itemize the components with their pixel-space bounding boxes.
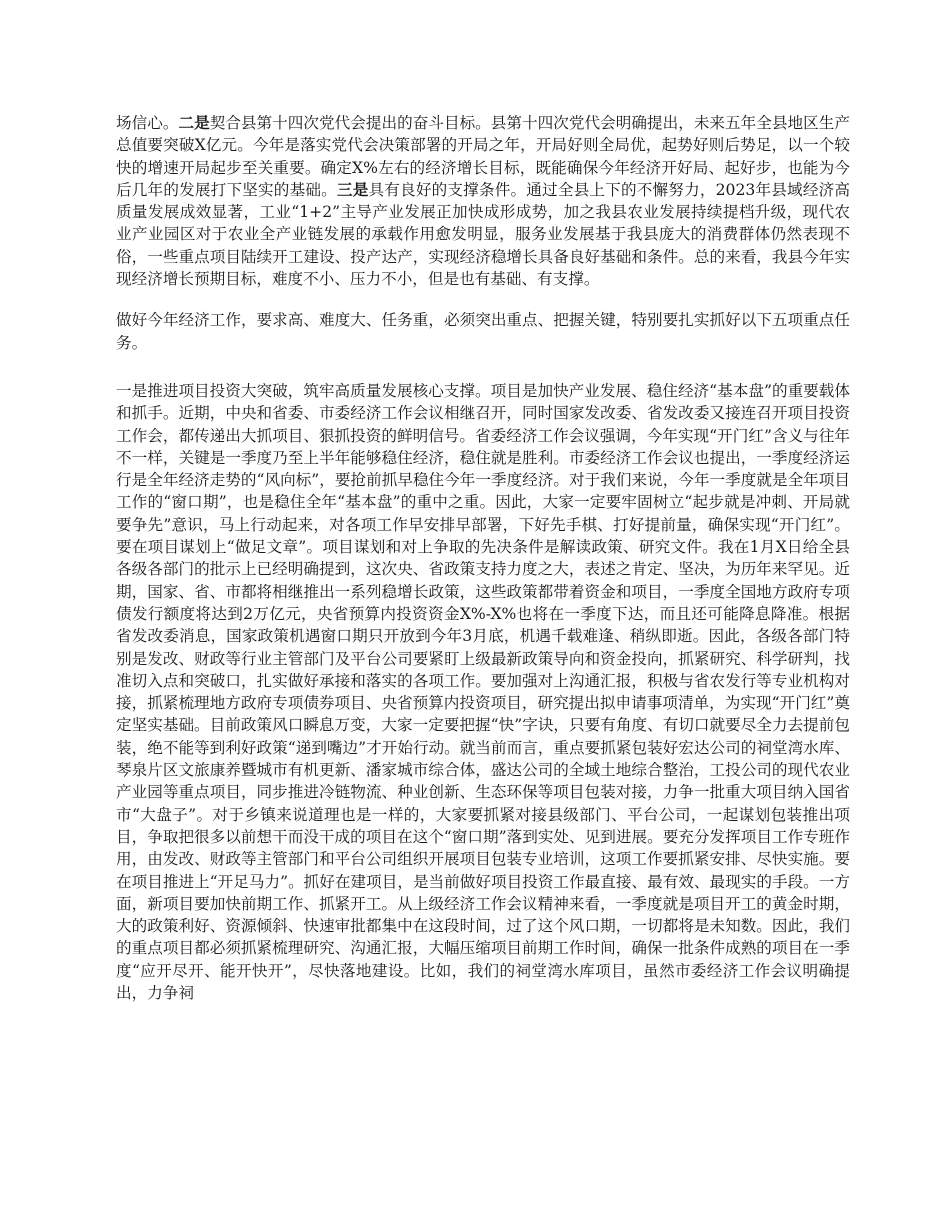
paragraph-1-seg-3: 契合县第十四次党代会提出的奋斗目标。县第十四次党代会明确提出，未来五年全县地区生产总值要突破X亿元。今年是落实党代会决策部署的开局之年，开局好则全局优，起势好则后势足，以一个较快的增速开局起步至关重要。确定X%左右的经济增长目标，既能确保今年经济开好局、起好步，也能为今后几年的发展打下坚实的基础。 — [116, 114, 850, 199]
paragraph-1-bold-er-shi: 二是 — [178, 113, 210, 132]
document-body — [116, 112, 850, 1004]
paragraph-1-seg-5: 具有良好的支撑条件。通过全县上下的不懈努力，2023年县域经济高质量发展成效显著，工业“1+2”主导产业发展正加快成形成势，加之我县农业发展持续提档升级，现代农业产业园区对于农业全产业链发展的承载作用愈发明显，服务业发展基于我县庞大的消费群体仍然表现不俗，一些重点项目陆续开工建设、投产达产，实现经济稳增长具备良好基础和条件。总的来看，我县今年实现经济增长预期目标，难度不小、压力不小，但是也有基础、有支撑。 — [116, 180, 850, 289]
paragraph-2 — [116, 309, 850, 354]
paragraph-1-seg-1: 场信心。 — [116, 114, 179, 132]
paragraph-1 — [116, 112, 850, 290]
paragraph-1-bold-san-shi: 三是 — [336, 179, 369, 199]
paragraph-3 — [116, 380, 850, 1004]
paragraph-2-seg-1: 做好今年经济工作，要求高、难度大、任务重，必须突出重点、把握关键，特别要扎实抓好以下五项重点任务。 — [116, 311, 850, 352]
paragraph-3-seg-1: 一是推进项目投资大突破，筑牢高质量发展核心支撑。项目是加快产业发展、稳住经济“基本盘”的重要载体和抓手。近期，中央和省委、市委经济工作会议相继召开，同时国家发改委、省发改委又接连召开项目投资工作会，都传递出大抓项目、狠抓投资的鲜明信号。省委经济工作会议强调，今年实现“开门红”含义与往年不一样，关键是一季度乃至上半年能够稳住经济，稳住就是胜利。市委经济工作会议也提出，一季度经济运行是全年经济走势的“风向标”，要抢前抓早稳住今年一季度经济。对于我们来说，今年一季度就是全年项目工作的“窗口期”，也是稳住全年“基本盘”的重中之重。因此，大家一定要牢固树立“起步就是冲刺、开局就要争先”意识，马上行动起来，对各项工作早安排早部署，下好先手棋、打好提前量，确保实现“开门红”。要在项目谋划上“做足文章”。项目谋划和对上争取的先决条件是解读政策、研究文件。我在1月X日给全县各级各部门的批示上已经明确提到，这次央、省政策支持力度之大，表述之肯定、坚决，为历年来罕见。近期，国家、省、市都将相继推出一系列稳增长政策，这些政策都带着资金和项目，一季度全国地方政府专项债发行额度将达到2万亿元，央省预算内投资资金X%-X%也将在一季度下达，而且还可能降息降准。根据省发改委消息，国家政策机遇窗口期只开放到今年3月底，机遇千载难逢、稍纵即逝。因此，各级各部门特别是发改、财政等行业主管部门及平台公司要紧盯上级最新政策导向和资金投向，抓紧研究、科学研判，找准切入点和突破口，扎实做好承接和落实的各项工作。要加强对上沟通汇报，积极与省农发行等专业机构对接，抓紧梳理地方政府专项债券项目、央省预算内投资项目，研究提出拟申请事项清单，为实现“开门红”奠定坚实基础。目前政策风口瞬息万变，大家一定要把握“快”字诀，只要有角度、有切口就要尽全力去提前包装，绝不能等到利好政策“递到嘴边”才开始行动。就当前而言，重点要抓紧包装好宏达公司的祠堂湾水库、琴泉片区文旅康养暨城市有机更新、潘家城市综合体，盛达公司的全域土地综合整治，工投公司的现代农业产业园等重点项目，同步推进冷链物流、种业创新、生态环保等项目包装对接，力争一批重大项目纳入国省市“大盘子”。对于乡镇来说道理也是一样的，大家要抓紧对接县级部门、平台公司，一起谋划包装推出项目，争取把很多以前想干而没干成的项目在这个“窗口期”落到实处、见到进展。要充分发挥项目工作专班作用，由发改、财政等主管部门和平台公司组织开展项目包装专业培训，这项工作要抓紧安排、尽快实施。要在项目推进上“开足马力”。抓好在建项目，是当前做好项目投资工作最直接、最有效、最现实的手段。一方面，新项目要加快前期工作、抓紧开工。从上级经济工作会议精神来看，一季度就是项目开工的黄金时期，大的政策利好、资源倾斜、快速审批都集中在这段时间，过了这个风口期，一切都将是未知数。因此，我们的重点项目都必须抓紧梳理研究、沟通汇报，大幅压缩项目前期工作时间，确保一批条件成熟的项目在一季度“应开尽开、能开快开”，尽快落地建设。比如，我们的祠堂湾水库项目，虽然市委经济工作会议明确提出，力争祠 — [116, 381, 850, 1002]
